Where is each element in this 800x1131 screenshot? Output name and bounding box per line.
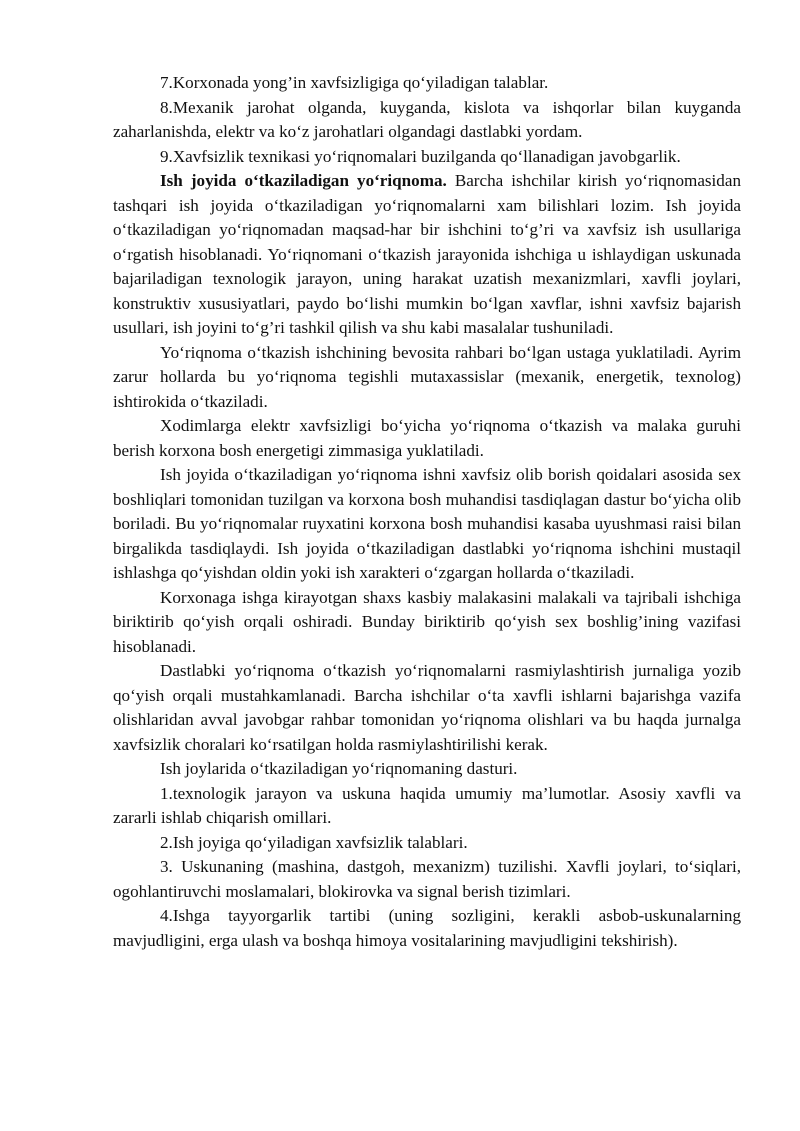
list-item-technology-overview: [113, 782, 741, 831]
document-page: [113, 71, 741, 953]
paragraph-text: 4.Ishga tayyorgarlik tartibi (uning sozligini, kerakli asbob-uskunalarning mavjudligini, erga ulash va boshqa himoya vositalarining mavjudligini tekshirish).: [113, 906, 741, 950]
list-item-workplace-requirements: [113, 831, 741, 856]
paragraph-text: Barcha ishchilar kirish yo‘riqnomasidan tashqari ish joyida o‘tkaziladigan yo‘riqnomalarni xam bilishlari lozim. Ish joyida o‘tkaziladigan yo‘riqnomadan maqsad-har bir ishchini to‘g’ri va xavfsiz ish usullariga o‘rgatish hisoblanadi. Yo‘riqnomani o‘tkazish jarayonida ishchiga u ishlaydigan uskunada bajariladigan texnologik jarayon, uning harakat uzatish mexanizmlari, xavfli joylari, konstruktiv xususiyatlari, paydo bo‘lishi mumkin bo‘lgan xavflar, ishni xavfsiz bajarish usullari, ish joyini to‘g’ri tashkil qilish va shu kabi masalalar tushuniladi.: [113, 171, 741, 337]
paragraph-text: Yo‘riqnoma o‘tkazish ishchining bevosita rahbari bo‘lgan ustaga yuklatiladi. Ayrim zarur hollarda bu yo‘riqnoma tegishli mutaxassislar (mexanik, energetik, texnolog) ishtirokida o‘tkaziladi.: [113, 342, 741, 411]
list-item-fire-safety: [113, 71, 741, 96]
paragraph-program-approval: [113, 463, 741, 586]
paragraph-electrical-safety: [113, 414, 741, 463]
paragraph-text: Xodimlarga elektr xavfsizligi bo‘yicha yo‘riqnoma o‘tkazish va malaka guruhi berish korxona bosh energetigi zimmasiga yuklatiladi.: [113, 416, 741, 460]
paragraph-program-title: [113, 757, 741, 782]
paragraph-text: Ish joylarida o‘tkaziladigan yo‘riqnomaning dasturi.: [160, 759, 518, 778]
section-heading: Ish joyida o‘tkaziladigan yo‘riqnoma.: [160, 171, 447, 190]
list-item-equipment-structure: [113, 855, 741, 904]
list-item-liability: [113, 145, 741, 170]
list-item-preparation-order: [113, 904, 741, 953]
paragraph-text: Ish joyida o‘tkaziladigan yo‘riqnoma ishni xavfsiz olib borish qoidalari asosida sex boshliqlari tomonidan tuzilgan va korxona bosh muhandisi tasdiqlagan dastur bo‘yicha olib boriladi. Bu yo‘riqnomalar ruyxatini korxona bosh muhandisi kasaba uyushmasi raisi bilan birgalikda tasdiqlaydi. Ish joyida o‘tkaziladigan dastlabki yo‘riqnoma ishchini mustaqil ishlashga qo‘yishdan oldin yoki ish xarakteri o‘zgargan hollarda o‘tkaziladi.: [113, 465, 741, 582]
paragraph-journal-registration: [113, 659, 741, 757]
list-item-first-aid: [113, 96, 741, 145]
paragraph-briefing-responsibility: [113, 341, 741, 415]
paragraph-text: Korxonaga ishga kirayotgan shaxs kasbiy malakasini malakali va tajribali ishchiga biriktirib qo‘yish orqali oshiradi. Bunday biriktirib qo‘yish sex boshlig’ining vazifasi hisoblanadi.: [113, 587, 741, 656]
paragraph-workplace-briefing: [113, 169, 741, 341]
paragraph-text: 1.texnologik jarayon va uskuna haqida umumiy ma’lumotlar. Asosiy xavfli va zararli ishlab chiqarish omillari.: [113, 783, 741, 827]
paragraph-text: 8.Mexanik jarohat olganda, kuyganda, kislota va ishqorlar bilan kuyganda zaharlanishda, elektr va ko‘z jarohatlari olgandagi dastlabki yordam.: [113, 97, 741, 141]
paragraph-text: 9.Xavfsizlik texnikasi yo‘riqnomalari buzilganda qo‘llanadigan javobgarlik.: [160, 146, 681, 166]
paragraph-mentorship: [113, 586, 741, 660]
paragraph-text: 2.Ish joyiga qo‘yiladigan xavfsizlik talablari.: [160, 832, 468, 852]
paragraph-text: 7.Korxonada yong’in xavfsizligiga qo‘yiladigan talablar.: [160, 73, 549, 92]
paragraph-text: Dastlabki yo‘riqnoma o‘tkazish yo‘riqnomalarni rasmiylashtirish jurnaliga yozib qo‘yish orqali mustahkamlanadi. Barcha ishchilar o‘ta xavfli ishlarni bajarishga vazifa olishlaridan avval javobgar rahbar tomonidan yo‘riqnoma olishlari va bu haqda jurnalga xavfsizlik choralari ko‘rsatilgan holda rasmiylashtirilishi kerak.: [113, 661, 741, 754]
paragraph-text: 3. Uskunaning (mashina, dastgoh, mexanizm) tuzilishi. Xavfli joylari, to‘siqlari, ogohlantiruvchi moslamalari, blokirovka va signal berish tizimlari.: [113, 857, 741, 901]
